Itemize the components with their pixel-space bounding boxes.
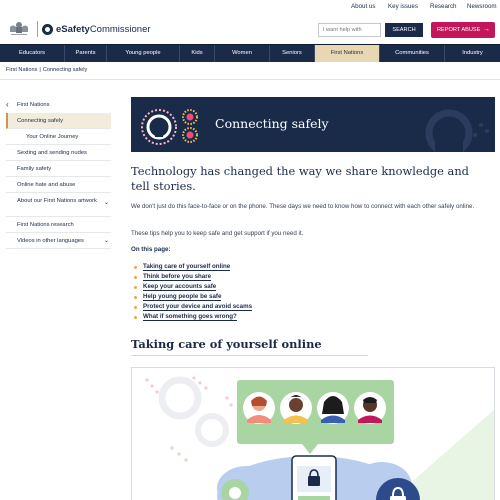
esafety-logo-icon[interactable] xyxy=(42,24,53,35)
site-header xyxy=(0,14,500,44)
search-button[interactable]: SEARCH xyxy=(385,23,423,37)
nav-item-educators[interactable]: Educators xyxy=(0,45,65,62)
intro-paragraph: We don't just do this face-to-face or on the phone. These days we need to know how to connect with each other safely online. xyxy=(131,203,475,210)
breadcrumb xyxy=(6,67,87,73)
coat-of-arms-icon[interactable] xyxy=(7,20,31,36)
list-item xyxy=(134,292,252,302)
search-input[interactable] xyxy=(318,23,381,37)
logo-divider xyxy=(37,21,38,37)
chevron-left-icon: ‹ xyxy=(6,100,9,109)
sidebar-item-label: About our First Nations artwork xyxy=(17,198,97,204)
sidebar-item-label: Sexting and sending nudes xyxy=(17,150,87,156)
nav-item-seniors[interactable]: Seniors xyxy=(270,45,315,62)
utility-link-key-issues[interactable]: Key issues xyxy=(388,3,418,10)
breadcrumb-current: Connecting safely xyxy=(42,67,88,73)
nav-item-kids[interactable]: Kids xyxy=(180,45,215,62)
sidebar-item-label: Connecting safely xyxy=(17,118,64,124)
list-item xyxy=(134,282,252,292)
toc-link-think-before[interactable]: Think before you share xyxy=(143,273,212,280)
nav-item-women[interactable]: Women xyxy=(215,45,270,62)
sidebar-item-your-online-journey[interactable] xyxy=(6,129,111,145)
hero-banner xyxy=(131,97,495,152)
nav-item-first-nations[interactable]: First Nations xyxy=(315,45,380,62)
sidebar-item-label: Your Online Journey xyxy=(26,134,79,140)
sidebar-nav xyxy=(6,97,111,249)
utility-link-newsroom[interactable]: Newsroom xyxy=(467,3,497,10)
list-item xyxy=(134,312,252,322)
page-title: Connecting safely xyxy=(215,116,329,131)
utility-link-research[interactable]: Research xyxy=(430,3,457,10)
nav-item-industry[interactable]: Industry xyxy=(462,50,483,56)
breadcrumb-first-nations[interactable]: First Nations xyxy=(6,67,38,73)
sidebar-item-family-safety[interactable] xyxy=(6,161,111,177)
breadcrumb-separator: | xyxy=(39,67,41,73)
sidebar-item-label: Videos in other languages xyxy=(17,238,84,244)
sidebar-item-videos[interactable] xyxy=(6,233,111,249)
toc-link-something-wrong[interactable]: What if something goes wrong? xyxy=(143,313,237,320)
toc-link-young-people[interactable]: Help young people be safe xyxy=(143,293,222,300)
breadcrumb-divider xyxy=(0,79,500,80)
nav-item-communities[interactable]: Communities xyxy=(380,45,445,62)
toc-link-accounts[interactable]: Keep your accounts safe xyxy=(143,283,217,290)
sidebar-item-online-hate[interactable] xyxy=(6,177,111,193)
section-heading: Taking care of yourself online xyxy=(131,337,322,351)
list-item xyxy=(134,302,252,312)
sidebar-back-label: First Nations xyxy=(17,102,50,108)
intro-heading: Technology has changed the way we share knowledge and tell stories. xyxy=(131,164,469,193)
utility-bar xyxy=(0,0,500,14)
list-item xyxy=(134,272,252,282)
nav-item-parents[interactable]: Parents xyxy=(65,45,107,62)
sidebar-item-artwork[interactable] xyxy=(6,193,111,217)
report-abuse-button[interactable] xyxy=(431,22,495,38)
sidebar-item-sexting[interactable] xyxy=(6,145,111,161)
online-safety-illustration-icon xyxy=(132,368,495,500)
brand-name[interactable]: eSafetyCommissioner xyxy=(56,24,151,35)
toc-link-protect-device[interactable]: Protect your device and avoid scams xyxy=(143,303,253,310)
on-this-page-list xyxy=(134,262,252,322)
report-abuse-label: REPORT ABUSE xyxy=(437,27,481,33)
chevron-down-icon[interactable]: ⌄ xyxy=(103,200,109,206)
list-item xyxy=(134,262,252,272)
nav-item-young-people[interactable]: Young people xyxy=(107,45,180,62)
section-divider xyxy=(131,355,368,356)
on-this-page-label: On this page: xyxy=(131,246,171,253)
sidebar-item-label: Family safety xyxy=(17,166,52,172)
sidebar-item-connecting-safely[interactable] xyxy=(6,113,111,129)
sidebar-item-label: First Nations research xyxy=(17,222,74,228)
toc-link-taking-care[interactable]: Taking care of yourself online xyxy=(143,263,231,270)
sidebar-item-label: Online hate and abuse xyxy=(17,182,76,188)
main-nav xyxy=(0,44,500,62)
tips-paragraph: These tips help you to keep safe and get support if you need it. xyxy=(131,230,304,237)
utility-link-about-us[interactable]: About us xyxy=(351,3,376,10)
sidebar-back-link[interactable] xyxy=(6,97,111,113)
illustration-image xyxy=(131,367,495,500)
sidebar-item-research[interactable] xyxy=(6,217,111,233)
arrow-right-icon: → xyxy=(483,26,490,33)
chevron-down-icon[interactable]: ⌄ xyxy=(103,238,109,244)
